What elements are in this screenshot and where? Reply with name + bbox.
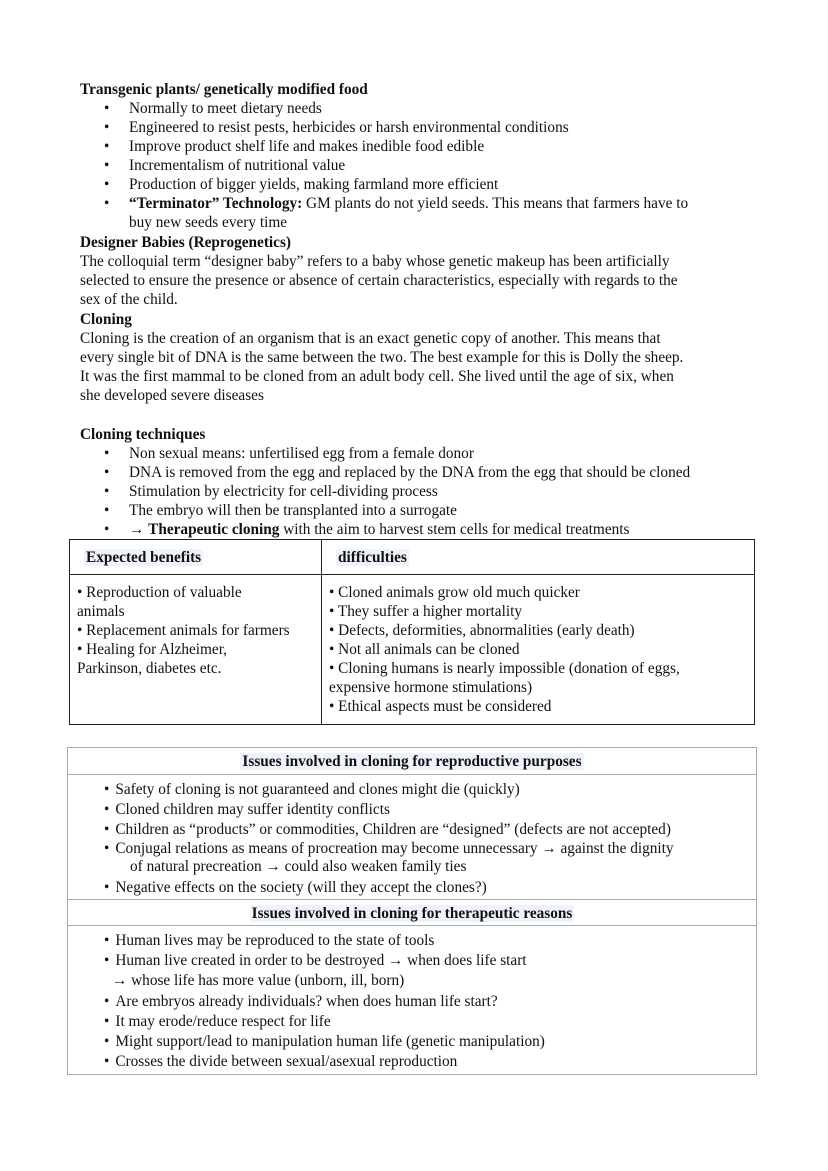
table-column-divider: [321, 540, 322, 724]
therapeutic-issue: • Might support/lead to manipulation human life (genetic manipulation): [104, 1032, 545, 1051]
difficulty-line: • Cloning humans is nearly impossible (donation of eggs,: [329, 660, 680, 677]
technique-bullet: • The embryo will then be transplanted into a surrogate: [129, 501, 457, 520]
benefits-header: Expected benefits: [86, 549, 202, 566]
reproductive-issue: • Cloned children may suffer identity conflicts: [104, 800, 390, 819]
designer-paragraph-line: The colloquial term “designer baby” refers to a baby whose genetic makeup has been artificially: [80, 253, 670, 270]
terminator-label: “Terminator” Technology:: [129, 195, 303, 212]
gm-heading: Transgenic plants/ genetically modified food: [80, 81, 368, 98]
gm-bullet: • Production of bigger yields, making farmland more efficient: [129, 175, 498, 194]
technique-bullet: • Non sexual means: unfertilised egg from a female donor: [129, 444, 474, 463]
techniques-heading: Cloning techniques: [80, 426, 206, 443]
cloning-heading: Cloning: [80, 311, 132, 328]
therapeutic-issues-header: Issues involved in cloning for therapeutic reasons: [251, 905, 573, 922]
cloning-paragraph-line: It was the first mammal to be cloned from an adult body cell. She lived until the age of six, when: [80, 368, 674, 385]
reproductive-issue-continuation: of natural precreation → could also weaken family ties: [130, 858, 467, 875]
technique-bullet: • Stimulation by electricity for cell-dividing process: [129, 482, 438, 501]
therapeutic-issue: • Crosses the divide between sexual/asexual reproduction: [104, 1052, 457, 1071]
gm-bullet: • Improve product shelf life and makes inedible food edible: [129, 137, 484, 156]
cloning-paragraph-line: she developed severe diseases: [80, 387, 264, 404]
difficulty-line: • Cloned animals grow old much quicker: [329, 584, 580, 601]
gm-bullet: • Incrementalism of nutritional value: [129, 156, 345, 175]
difficulty-line: expensive hormone stimulations): [329, 679, 533, 696]
difficulty-line: • Ethical aspects must be considered: [329, 698, 552, 715]
reproductive-issues-header: Issues involved in cloning for reproductive purposes: [242, 753, 582, 770]
gm-bullet: • Engineered to resist pests, herbicides or harsh environmental conditions: [129, 118, 569, 137]
therapeutic-issue: • Human live created in order to be destroyed → when does life start: [104, 951, 527, 970]
benefit-line: animals: [77, 603, 125, 620]
difficulty-line: • Defects, deformities, abnormalities (early death): [329, 622, 635, 639]
reproductive-issue: • Conjugal relations as means of procreation may become unnecessary → against the dignity: [104, 839, 674, 858]
terminator-continuation: buy new seeds every time: [129, 214, 288, 231]
reproductive-issue: • Safety of cloning is not guaranteed and clones might die (quickly): [104, 780, 520, 799]
issues-divider: [68, 899, 756, 900]
therapeutic-label: Therapeutic cloning: [148, 521, 280, 538]
benefits-difficulties-table: [69, 539, 755, 725]
technique-bullet-therapeutic: [129, 520, 629, 539]
benefit-line: • Reproduction of valuable: [77, 584, 242, 601]
issues-divider: [68, 925, 756, 926]
issues-divider: [68, 774, 756, 775]
technique-bullet: • DNA is removed from the egg and replaced by the DNA from the egg that should be cloned: [129, 463, 690, 482]
benefit-line: • Replacement animals for farmers: [77, 622, 290, 639]
cloning-paragraph-line: Cloning is the creation of an organism that is an exact genetic copy of another. This means that: [80, 330, 661, 347]
therapeutic-issue: • Are embryos already individuals? when does human life start?: [104, 992, 498, 1011]
reproductive-issue: • Negative effects on the society (will they accept the clones?): [104, 878, 487, 897]
therapeutic-issue: • It may erode/reduce respect for life: [104, 1012, 331, 1031]
issues-table: [67, 747, 757, 1075]
arrow: →: [129, 521, 149, 538]
benefit-line: • Healing for Alzheimer,: [77, 641, 228, 658]
terminator-text: GM plants do not yield seeds. This means that farmers have to: [302, 195, 689, 212]
reproductive-issue: • Children as “products” or commodities, Children are “designed” (defects are not accepted): [104, 820, 671, 839]
gm-bullet: • Normally to meet dietary needs: [129, 99, 322, 118]
difficulty-line: • They suffer a higher mortality: [329, 603, 522, 620]
difficulties-header: difficulties: [338, 549, 407, 566]
gm-bullet-terminator: [129, 194, 688, 213]
designer-paragraph-line: sex of the child.: [80, 291, 178, 308]
therapeutic-issue: • Human lives may be reproduced to the state of tools: [104, 931, 434, 950]
designer-heading: Designer Babies (Reprogenetics): [80, 234, 292, 251]
difficulty-line: • Not all animals can be cloned: [329, 641, 520, 658]
table-header-divider: [70, 574, 754, 575]
designer-paragraph-line: selected to ensure the presence or absence of certain characteristics, especially with regards to the: [80, 272, 678, 289]
therapeutic-text: with the aim to harvest stem cells for medical treatments: [279, 521, 630, 538]
therapeutic-issue-continuation: → whose life has more value (unborn, ill, born): [112, 972, 405, 989]
benefit-line: Parkinson, diabetes etc.: [77, 660, 222, 677]
cloning-paragraph-line: every single bit of DNA is the same between the two. The best example for this is Dolly the sheep.: [80, 349, 684, 366]
